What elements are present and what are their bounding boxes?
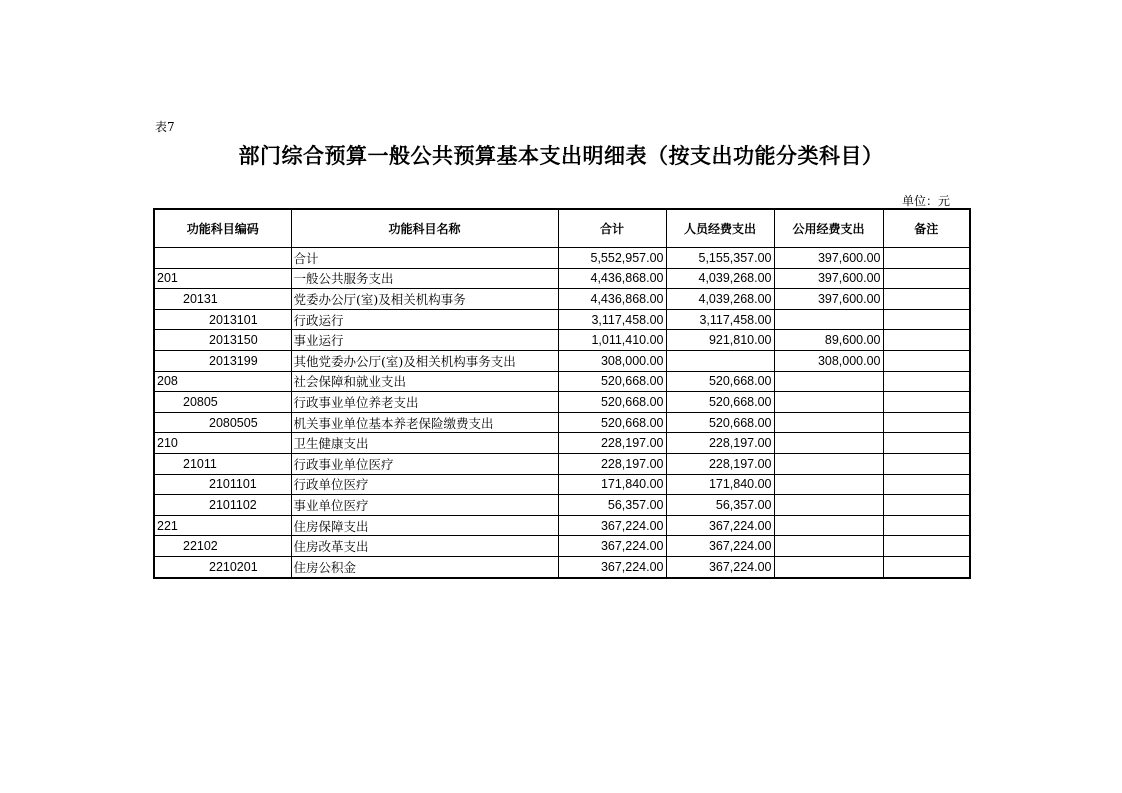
code-cell: 201 — [154, 268, 291, 289]
code-cell: 2101102 — [154, 495, 291, 516]
name-cell: 行政事业单位医疗 — [291, 453, 558, 474]
table-row — [154, 309, 970, 330]
total-cell: 1,011,410.00 — [558, 330, 666, 351]
name-cell: 住房公积金 — [291, 556, 558, 577]
personnel-cell: 4,039,268.00 — [666, 268, 774, 289]
table-row — [154, 350, 970, 371]
name-cell: 事业单位医疗 — [291, 495, 558, 516]
name-cell: 行政单位医疗 — [291, 474, 558, 495]
remark-cell — [883, 453, 970, 474]
remark-cell — [883, 556, 970, 577]
remark-cell — [883, 536, 970, 557]
name-cell: 一般公共服务支出 — [291, 268, 558, 289]
table-row — [154, 289, 970, 310]
code-cell: 2210201 — [154, 556, 291, 577]
total-cell: 520,668.00 — [558, 371, 666, 392]
code-cell: 22102 — [154, 536, 291, 557]
personnel-cell: 367,224.00 — [666, 536, 774, 557]
table-row — [154, 248, 970, 269]
public-cell — [774, 495, 883, 516]
personnel-cell — [666, 350, 774, 371]
table-label: 表7 — [155, 120, 175, 134]
unit-label: 单位：元 — [902, 194, 951, 208]
public-cell — [774, 515, 883, 536]
personnel-cell: 5,155,357.00 — [666, 248, 774, 269]
remark-cell — [883, 392, 970, 413]
public-cell: 397,600.00 — [774, 289, 883, 310]
table-row — [154, 495, 970, 516]
personnel-cell: 520,668.00 — [666, 412, 774, 433]
personnel-cell: 56,357.00 — [666, 495, 774, 516]
header-code: 功能科目编码 — [154, 209, 291, 248]
total-cell: 520,668.00 — [558, 412, 666, 433]
personnel-cell: 228,197.00 — [666, 453, 774, 474]
total-cell: 367,224.00 — [558, 515, 666, 536]
table-row — [154, 515, 970, 536]
code-cell: 20131 — [154, 289, 291, 310]
table-row — [154, 453, 970, 474]
total-cell: 308,000.00 — [558, 350, 666, 371]
total-cell: 5,552,957.00 — [558, 248, 666, 269]
code-cell — [154, 248, 291, 269]
personnel-cell: 921,810.00 — [666, 330, 774, 351]
public-cell — [774, 474, 883, 495]
page-title: 部门综合预算一般公共预算基本支出明细表（按支出功能分类科目） — [238, 144, 884, 168]
code-cell: 2013101 — [154, 309, 291, 330]
code-cell: 20805 — [154, 392, 291, 413]
header-name: 功能科目名称 — [291, 209, 558, 248]
remark-cell — [883, 371, 970, 392]
name-cell: 党委办公厅(室)及相关机构事务 — [291, 289, 558, 310]
remark-cell — [883, 515, 970, 536]
public-cell — [774, 556, 883, 577]
public-cell: 397,600.00 — [774, 248, 883, 269]
remark-cell — [883, 433, 970, 454]
code-cell: 21011 — [154, 453, 291, 474]
total-cell: 56,357.00 — [558, 495, 666, 516]
code-cell: 2013199 — [154, 350, 291, 371]
header-personnel: 人员经费支出 — [666, 209, 774, 248]
public-cell: 308,000.00 — [774, 350, 883, 371]
code-cell: 221 — [154, 515, 291, 536]
name-cell: 住房保障支出 — [291, 515, 558, 536]
code-cell: 2013150 — [154, 330, 291, 351]
remark-cell — [883, 495, 970, 516]
personnel-cell: 367,224.00 — [666, 515, 774, 536]
name-cell: 行政事业单位养老支出 — [291, 392, 558, 413]
code-cell: 2080505 — [154, 412, 291, 433]
table-row — [154, 556, 970, 577]
public-cell — [774, 392, 883, 413]
public-cell — [774, 412, 883, 433]
code-cell: 208 — [154, 371, 291, 392]
public-cell — [774, 536, 883, 557]
table-row — [154, 536, 970, 557]
table-row — [154, 330, 970, 351]
personnel-cell: 520,668.00 — [666, 371, 774, 392]
personnel-cell: 520,668.00 — [666, 392, 774, 413]
code-cell: 2101101 — [154, 474, 291, 495]
personnel-cell: 4,039,268.00 — [666, 289, 774, 310]
remark-cell — [883, 268, 970, 289]
table-row — [154, 474, 970, 495]
public-cell — [774, 453, 883, 474]
remark-cell — [883, 309, 970, 330]
header-total: 合计 — [558, 209, 666, 248]
total-cell: 228,197.00 — [558, 433, 666, 454]
name-cell: 卫生健康支出 — [291, 433, 558, 454]
table-row — [154, 268, 970, 289]
personnel-cell: 171,840.00 — [666, 474, 774, 495]
personnel-cell: 3,117,458.00 — [666, 309, 774, 330]
remark-cell — [883, 289, 970, 310]
personnel-cell: 367,224.00 — [666, 556, 774, 577]
public-cell — [774, 371, 883, 392]
table-header-row — [154, 209, 970, 248]
table-row — [154, 412, 970, 433]
remark-cell — [883, 350, 970, 371]
table-row — [154, 392, 970, 413]
total-cell: 228,197.00 — [558, 453, 666, 474]
name-cell: 行政运行 — [291, 309, 558, 330]
table-row — [154, 371, 970, 392]
personnel-cell: 228,197.00 — [666, 433, 774, 454]
total-cell: 367,224.00 — [558, 536, 666, 557]
budget-table — [153, 208, 971, 579]
remark-cell — [883, 248, 970, 269]
public-cell: 397,600.00 — [774, 268, 883, 289]
name-cell: 社会保障和就业支出 — [291, 371, 558, 392]
name-cell: 住房改革支出 — [291, 536, 558, 557]
header-remark: 备注 — [883, 209, 970, 248]
total-cell: 3,117,458.00 — [558, 309, 666, 330]
remark-cell — [883, 474, 970, 495]
code-cell: 210 — [154, 433, 291, 454]
total-cell: 367,224.00 — [558, 556, 666, 577]
public-cell — [774, 433, 883, 454]
remark-cell — [883, 412, 970, 433]
public-cell: 89,600.00 — [774, 330, 883, 351]
name-cell: 其他党委办公厅(室)及相关机构事务支出 — [291, 350, 558, 371]
public-cell — [774, 309, 883, 330]
total-cell: 520,668.00 — [558, 392, 666, 413]
name-cell: 合计 — [291, 248, 558, 269]
total-cell: 4,436,868.00 — [558, 289, 666, 310]
header-public: 公用经费支出 — [774, 209, 883, 248]
name-cell: 事业运行 — [291, 330, 558, 351]
remark-cell — [883, 330, 970, 351]
table-row — [154, 433, 970, 454]
total-cell: 4,436,868.00 — [558, 268, 666, 289]
name-cell: 机关事业单位基本养老保险缴费支出 — [291, 412, 558, 433]
total-cell: 171,840.00 — [558, 474, 666, 495]
